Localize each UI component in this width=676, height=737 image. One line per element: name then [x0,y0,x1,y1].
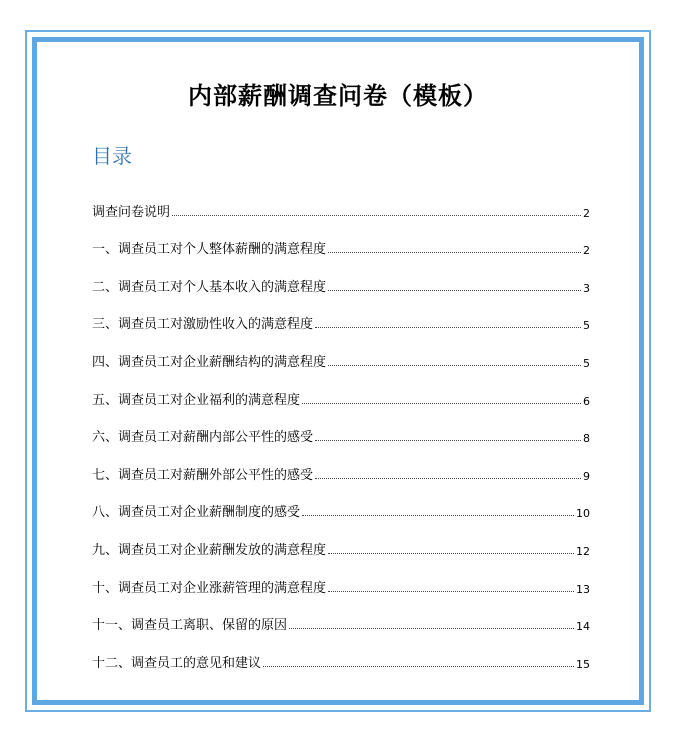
toc-entry-label: 五、调查员工对企业福利的满意程度 [92,392,301,408]
toc-page-number: 8 [583,432,590,446]
toc-entry[interactable] [92,257,590,295]
toc-page-number: 5 [583,356,590,370]
toc-leader-dots [328,591,574,592]
toc-page-number: 10 [576,507,590,521]
toc-entry-label: 八、调查员工对企业薪酬制度的感受 [92,505,301,521]
page-border-outer [25,30,651,712]
toc-leader-dots [328,553,574,554]
toc-entry-label: 十一、调查员工离职、保留的原因 [92,618,288,634]
toc-entry[interactable] [92,520,590,558]
toc-heading: 目录 [92,144,132,168]
toc-entry[interactable] [92,332,590,370]
toc-page-number: 12 [576,544,590,558]
toc-leader-dots [315,440,581,441]
toc-leader-dots [302,403,581,404]
toc-page-number: 3 [583,281,590,295]
document-title: 内部薪酬调查问卷（模板） [188,81,488,110]
table-of-contents [92,182,590,671]
toc-page-number: 13 [576,582,590,596]
toc-entry[interactable] [92,558,590,596]
toc-entry[interactable] [92,483,590,521]
toc-leader-dots [172,215,581,216]
toc-leader-dots [328,365,581,366]
toc-entry-label: 十、调查员工对企业涨薪管理的满意程度 [92,580,327,596]
toc-entry-label: 三、调查员工对激励性收入的满意程度 [92,317,314,333]
toc-entry-label: 一、调查员工对个人整体薪酬的满意程度 [92,242,327,258]
toc-entry-label: 十二、调查员工的意见和建议 [92,655,262,671]
toc-page-number: 6 [583,394,590,408]
toc-entry[interactable] [92,182,590,220]
toc-entry-label: 二、调查员工对个人基本收入的满意程度 [92,279,327,295]
toc-entry-label: 四、调查员工对企业薪酬结构的满意程度 [92,354,327,370]
toc-entry-label: 九、调查员工对企业薪酬发放的满意程度 [92,542,327,558]
toc-page-number: 2 [583,206,590,220]
toc-entry[interactable] [92,370,590,408]
toc-page-number: 15 [576,657,590,671]
toc-entry[interactable] [92,633,590,671]
toc-leader-dots [302,515,574,516]
toc-leader-dots [315,327,581,328]
page-border-inner [32,37,644,705]
toc-entry-label: 六、调查员工对薪酬内部公平性的感受 [92,430,314,446]
toc-entry[interactable] [92,408,590,446]
toc-leader-dots [328,290,581,291]
toc-page-number: 5 [583,319,590,333]
toc-leader-dots [289,628,574,629]
toc-entry-label: 七、调查员工对薪酬外部公平性的感受 [92,467,314,483]
toc-page-number: 2 [583,244,590,258]
toc-entry[interactable] [92,295,590,333]
toc-page-number: 14 [576,620,590,634]
toc-entry-label: 调查问卷说明 [92,204,171,220]
toc-page-number: 9 [583,469,590,483]
toc-entry[interactable] [92,445,590,483]
toc-leader-dots [263,666,574,667]
toc-leader-dots [328,252,581,253]
toc-entry[interactable] [92,596,590,634]
toc-leader-dots [315,478,581,479]
toc-entry[interactable] [92,220,590,258]
